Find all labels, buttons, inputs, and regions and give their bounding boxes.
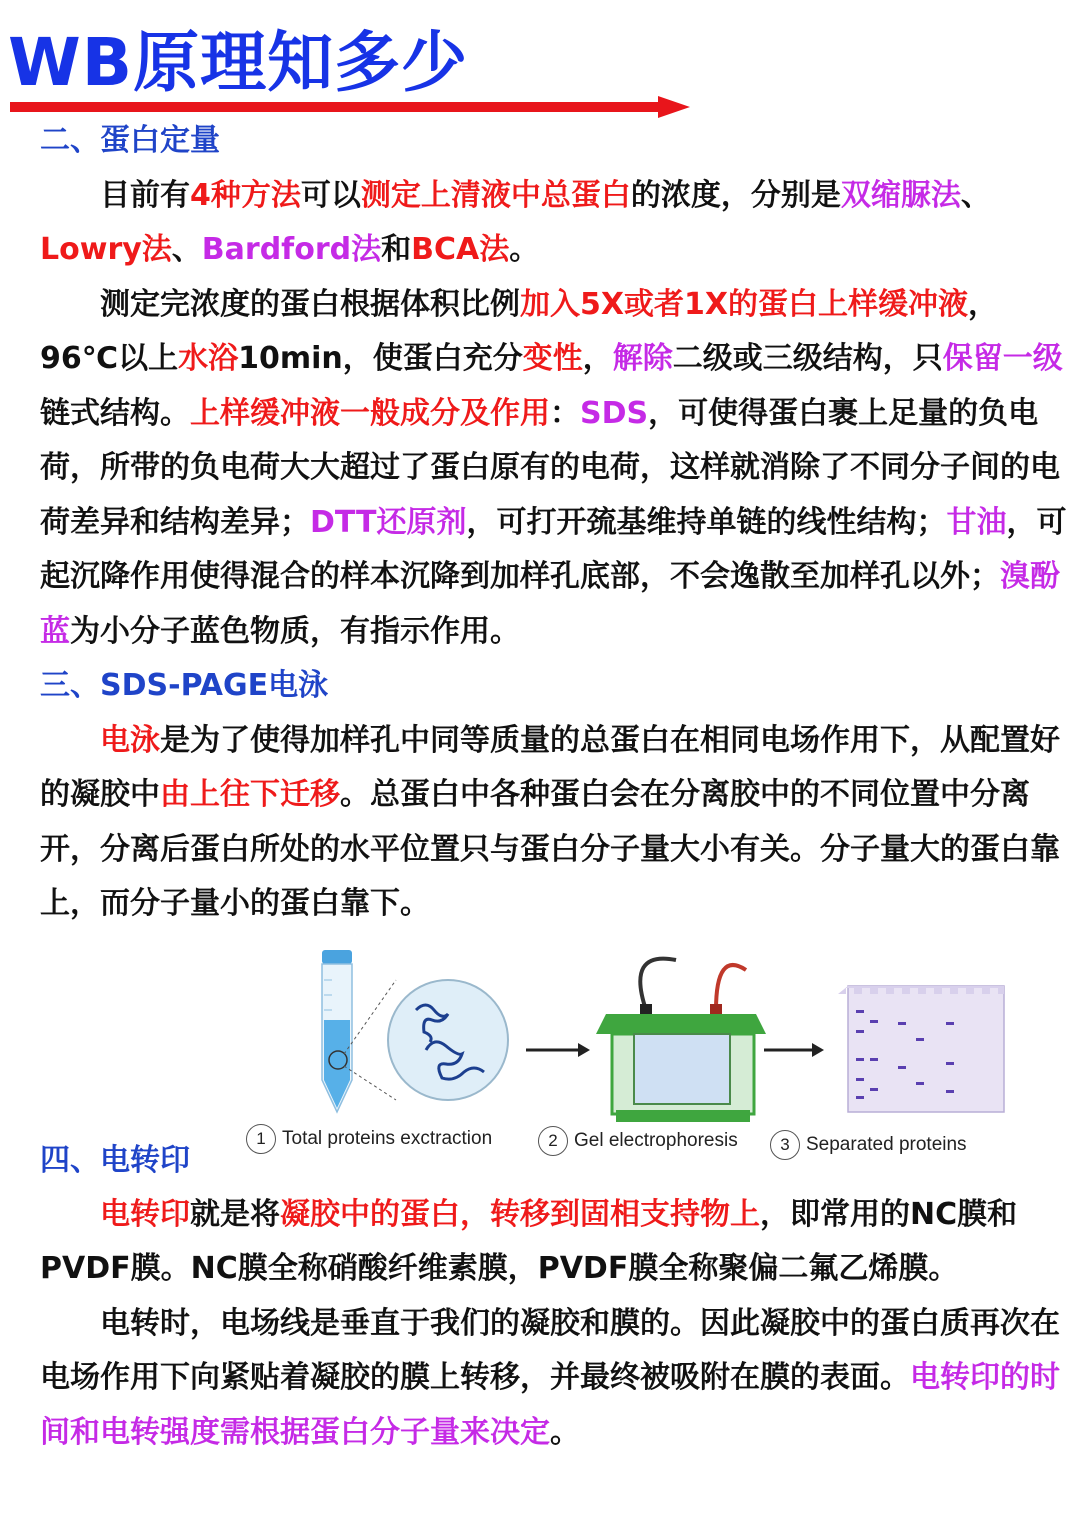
article-body (40, 114, 1068, 1460)
step-label: Separated proteins (806, 1133, 967, 1155)
protein-zoom-icon (388, 980, 508, 1100)
paragraph-quantification-methods: 目前有4种方法可以测定上清液中总蛋白的浓度，分别是双缩脲法、Lowry法、Bardford法和BCA法。 (40, 177, 991, 267)
step-number: 1 (246, 1124, 276, 1154)
section-heading-sds-page: 三、SDS-PAGE电泳 (40, 668, 329, 703)
paragraph-electrotransfer: 电转印就是将凝胶中的蛋白，转移到固相支持物上，即常用的NC膜和PVDF膜。NC膜全称硝酸纤维素膜，PVDF膜全称聚偏二氟乙烯膜。 (40, 1196, 1018, 1286)
figure-step-2 (538, 1126, 738, 1156)
figure-step-1 (246, 1124, 492, 1154)
separated-protein-gel-icon (838, 986, 1004, 1112)
workflow-figure (40, 938, 1068, 1188)
step-label: Total proteins exctraction (282, 1127, 493, 1149)
section-heading-electrotransfer: 四、电转印 (40, 1142, 190, 1178)
paragraph-electrophoresis: 电泳是为了使得加样孔中同等质量的总蛋白在相同电场作用下，从配置好的凝胶中由上往下迁移。总蛋白中各种蛋白会在分离胶中的不同位置中分离开，分离后蛋白所处的水平位置只与蛋白分子量大小有关。分子量大的蛋白靠上，而分子量小的蛋白靠下。 (40, 722, 1060, 921)
section-heading-protein-quantification: 二、蛋白定量 (40, 123, 220, 158)
step-number: 3 (770, 1130, 800, 1160)
figure-step-3 (770, 1130, 967, 1160)
paragraph-electric-field: 电转时，电场线是垂直于我们的凝胶和膜的。因此凝胶中的蛋白质再次在电场作用下向紧贴着凝胶的膜上转移，并最终被吸附在膜的表面。电转印的时间和电转强度需根据蛋白分子量来决定。 (40, 1305, 1060, 1450)
step-number: 2 (538, 1126, 568, 1156)
arrow-right-icon (526, 1043, 590, 1057)
step-label: Gel electrophoresis (574, 1129, 738, 1151)
workflow-illustration (236, 950, 1026, 1140)
electrophoresis-tank-icon (596, 958, 766, 1121)
arrow-right-icon (764, 1043, 824, 1057)
paragraph-loading-buffer: 测定完浓度的蛋白根据体积比例加入5X或者1X的蛋白上样缓冲液，96℃以上水浴10min，使蛋白充分变性，解除二级或三级结构，只保留一级链式结构。上样缓冲液一般成分及作用：SDS，可使得蛋白裹上足量的负电荷，所带的负电荷大大超过了蛋白原有的电荷，这样就消除了不同分子间的电荷差异和结构差异；DTT还原剂，可打开巯基维持单链的线性结构；甘油，可起沉降作用使得混合的样本沉降到加样孔底部，不会逸散至加样孔以外；溴酚蓝为小分子蓝色物质，有指示作用。 (40, 286, 1067, 649)
centrifuge-tube-icon (322, 950, 396, 1112)
page-title: WB原理知多少 (8, 24, 469, 101)
